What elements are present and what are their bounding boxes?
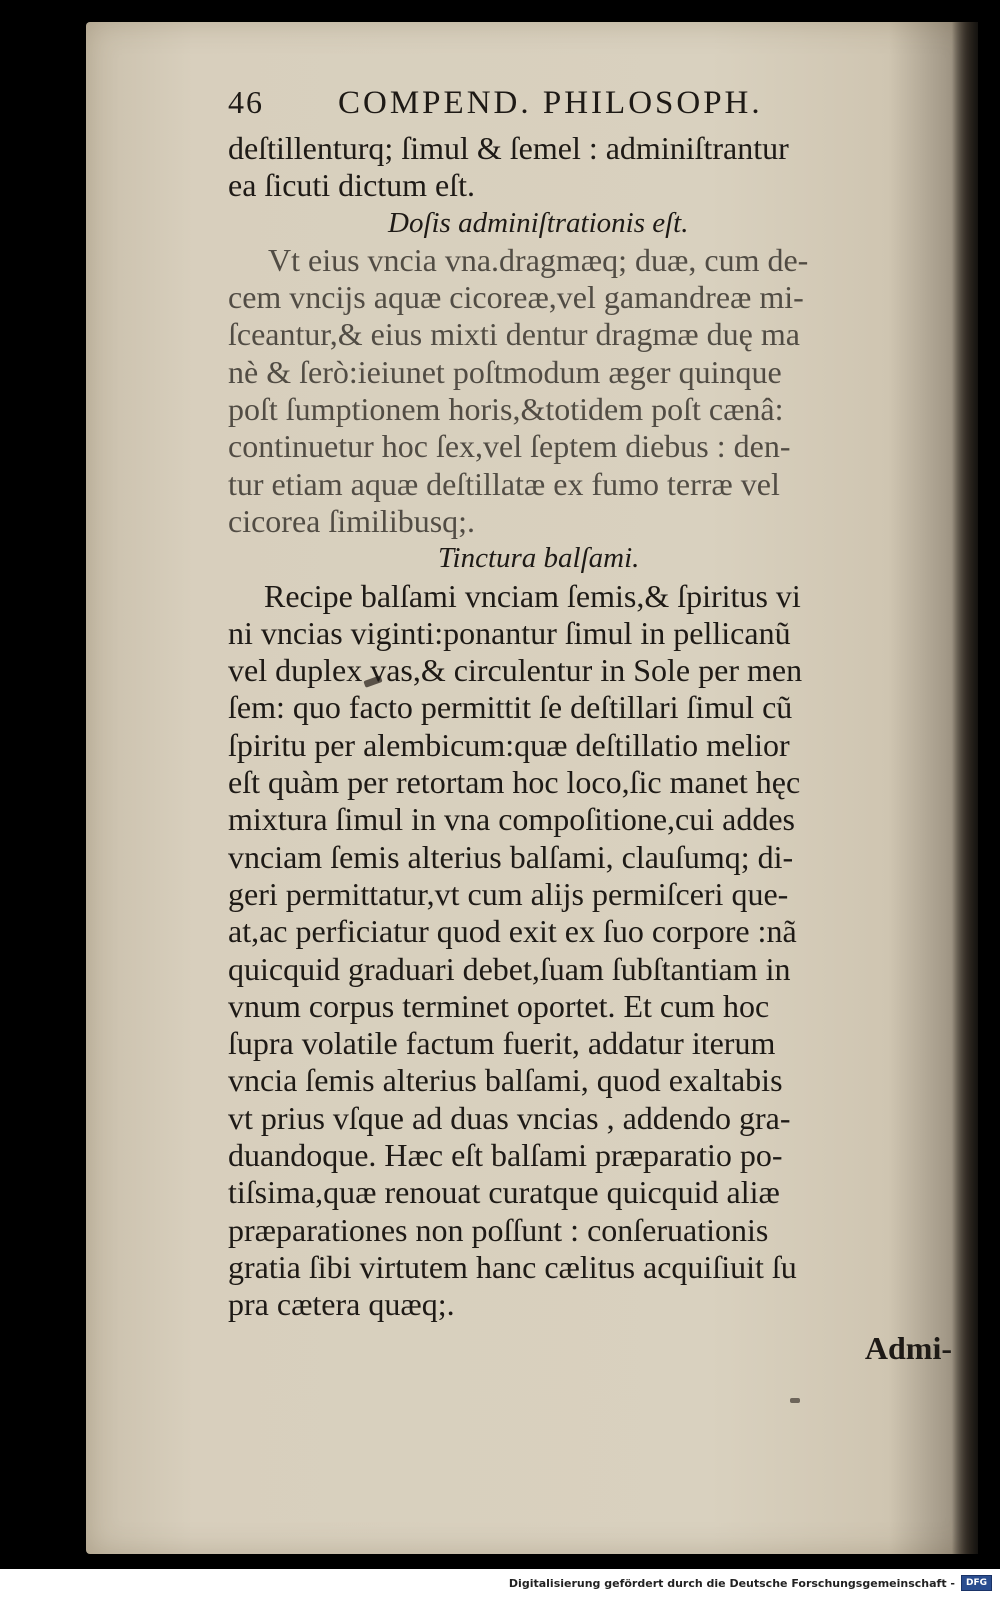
text-line: ea ſicuti dictum eſt. (228, 167, 476, 204)
text-line: præparationes non poſſunt : conſeruationis (228, 1211, 769, 1248)
text-line: ſpiritu per alembicum:quæ deſtillatio melior (228, 726, 790, 763)
text-line: at,ac perficiatur quod exit ex ſuo corpore :nã (228, 913, 797, 950)
funding-credit: Digitalisierung gefördert durch die Deutsche Forschungsgemeinschaft - (508, 1576, 955, 1590)
text-line: gratia ſibi virtutem hanc cælitus acquiſiuit ſu (228, 1248, 797, 1285)
text-line: cem vncijs aquæ cicoreæ,vel gamandreæ mi- (228, 279, 804, 316)
text-line: cicorea ſimilibusq;. (228, 502, 476, 539)
section-heading: Doſis adminiſtrationis eſt. (388, 206, 689, 239)
text-line: vt prius vſque ad duas vncias , addendo gra- (228, 1099, 791, 1136)
running-title: COMPEND. PHILOSOPH. (338, 85, 763, 121)
digitization-footer (0, 1569, 1000, 1597)
text-line: ni vncias viginti:ponantur ſimul in pellicanũ (228, 614, 791, 651)
dfg-logo-icon: DFG (961, 1575, 992, 1591)
text-line: deſtillenturq; ſimul & ſemel : adminiſtrantur (228, 130, 789, 166)
page-number: 46 (228, 84, 264, 120)
text-line: vncia ſemis alterius balſami, quod exaltabis (228, 1062, 783, 1099)
text-line: quicquid graduari debet,ſuam ſubſtantiam in (228, 950, 791, 987)
text-line: nè & ſerò:ieiunet poſtmodum æger quinque (228, 353, 782, 390)
text-line: ſceantur,& eius mixti dentur dragmæ duę ma (228, 316, 800, 353)
text-line: ſem: quo facto permittit ſe deſtillari ſimul cũ (228, 689, 793, 726)
text-line: Recipe balſami vnciam ſemis,& ſpiritus vi (264, 577, 801, 614)
page-text-block (228, 84, 968, 1324)
catchword: Admi- (864, 1330, 952, 1366)
text-line: geri permittatur,vt cum alijs permiſceri que- (228, 875, 789, 912)
text-line: Vt eius vncia vna.dragmæq; duæ, cum de- (268, 241, 809, 278)
text-lines (228, 130, 968, 1324)
text-line: continuetur hoc ſex,vel ſeptem diebus : den- (228, 428, 791, 465)
ink-speck (790, 1398, 800, 1403)
text-line: vel duplex vas,& circulentur in Sole per men (228, 652, 803, 689)
text-line: pra cætera quæq;. (228, 1286, 455, 1323)
text-line: mixtura ſimul in vna compoſitione,cui addes (228, 801, 795, 838)
text-line: tiſsima,quæ renouat curatque quicquid aliæ (228, 1174, 780, 1211)
text-line: vnum corpus terminet oportet. Et cum hoc (228, 987, 770, 1024)
text-line: eſt quàm per retortam hoc loco,ſic manet hęc (228, 764, 801, 801)
text-line: ſupra volatile factum fuerit, addatur iterum (228, 1025, 776, 1062)
text-line: duandoque. Hæc eſt balſami præparatio po- (228, 1137, 783, 1174)
text-line: poſt ſumptionem horis,&totidem poſt cænâ: (228, 391, 784, 428)
text-line: tur etiam aquæ deſtillatæ ex fumo terræ vel (228, 465, 780, 502)
page-header (228, 84, 968, 130)
text-line: vnciam ſemis alterius balſami, clauſumq; di- (228, 838, 794, 875)
section-heading: Tinctura balſami. (438, 542, 640, 575)
